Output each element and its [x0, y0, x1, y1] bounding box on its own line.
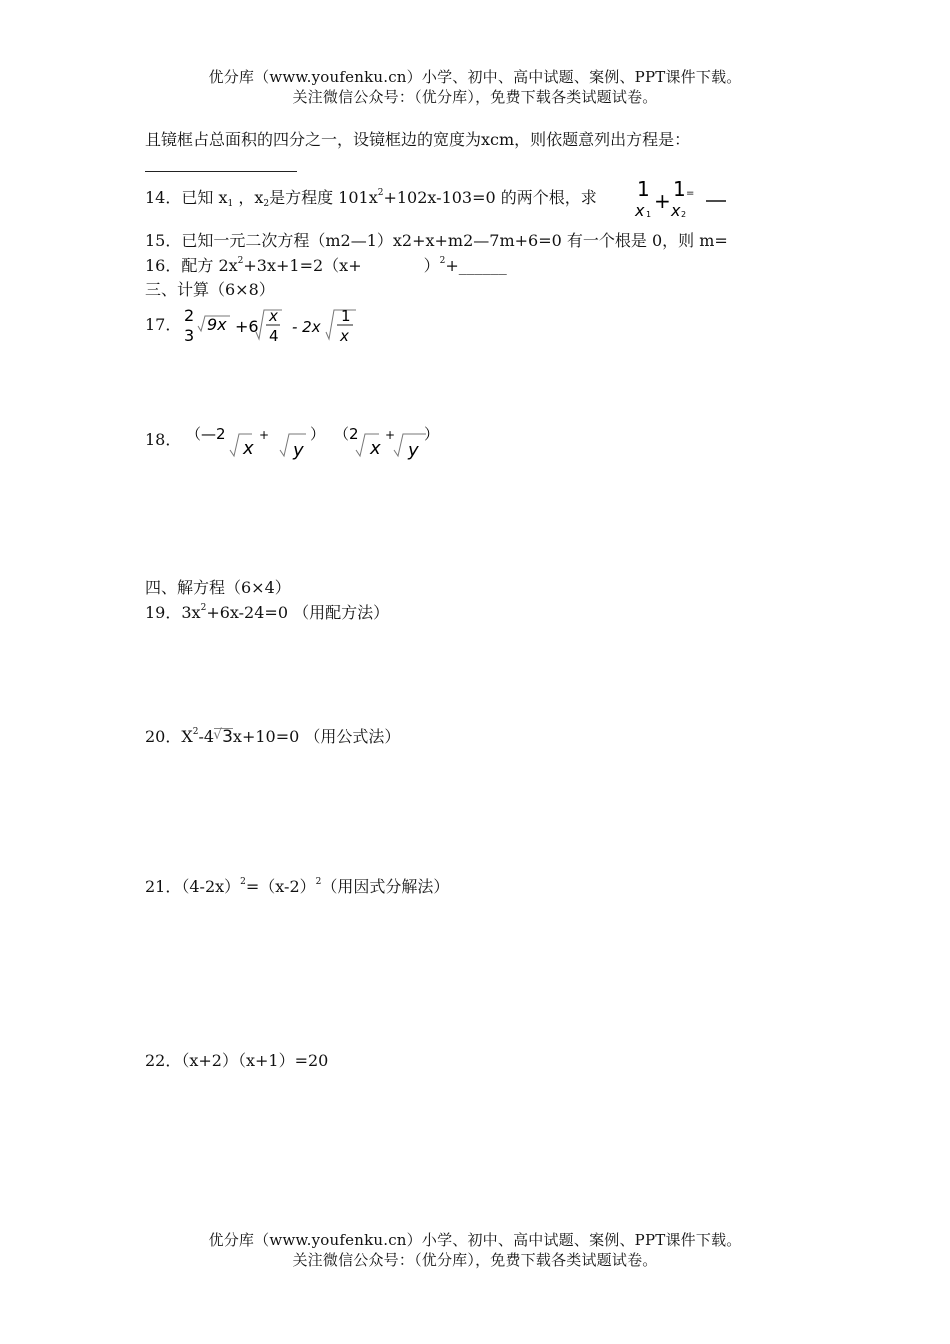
q17-plus6: +6: [235, 317, 259, 336]
q14-part-a: 14．已知 x: [145, 188, 228, 207]
question-22: 22．（x+2）（x+1）=20: [145, 1051, 329, 1070]
q21-part-a: 21．（4-2x）: [145, 877, 241, 896]
q20-part-c: x+10=0 （用公式法）: [232, 727, 401, 746]
q17-x-num: x: [269, 307, 278, 325]
q18-close1: ）: [310, 425, 326, 443]
question-14: [145, 185, 597, 209]
q20-rad-value: 3: [222, 727, 233, 747]
q19-part-a: 19．3x: [145, 603, 201, 622]
q18-y2: y: [408, 440, 419, 461]
question-17-label: 17．: [145, 315, 182, 334]
q14-part-b: ，x: [238, 188, 264, 207]
q14-part-d: +102x-103=0 的两个根，求: [383, 188, 597, 207]
q17-rad1: 9x: [207, 315, 227, 334]
q14-frac2-num: 1: [673, 177, 686, 201]
q20-radical: √ 3: [213, 727, 233, 747]
q17-one: 1: [341, 307, 351, 325]
header-line-1: 优分库（www.youfenku.cn）小学、初中、高中试题、案例、PPT课件下载。: [208, 68, 742, 86]
q14-sub-1: 1: [227, 199, 234, 209]
q20-part-b: -4: [198, 727, 215, 746]
q14-frac2-den: x: [671, 201, 681, 220]
q19-sup: 2: [200, 603, 207, 613]
q14-sup: 2: [377, 188, 384, 198]
question-20: [145, 724, 400, 747]
q17-minus2x: - 2x: [292, 318, 321, 336]
q14-fraction-expression: [630, 176, 730, 220]
q14-equals: =: [686, 188, 695, 199]
section-4-title: 四、解方程（6×4）: [145, 578, 291, 597]
section-3-title: 三、计算（6×8）: [145, 280, 275, 299]
question-15: 15．已知一元二次方程（m2—1）x2+x+m2—7m+6=0 有一个根是 0，则 m=: [145, 231, 728, 250]
q20-sup: 2: [192, 727, 199, 737]
q14-frac2-den-sub: 2: [681, 210, 687, 219]
question-13-text: 且镜框占总面积的四分之一，设镜框边的宽度为xcm，则依题意列出方程是：: [145, 130, 691, 149]
q17-four: 4: [269, 327, 279, 345]
q14-frac1-den-sub: 1: [646, 210, 652, 219]
question-16: [145, 253, 507, 276]
q18-expression: [186, 422, 456, 464]
question-19: [145, 600, 389, 623]
q21-sup-2: 2: [315, 877, 322, 887]
q16-part-d: +______: [445, 256, 507, 275]
q18-open2: （2: [334, 425, 359, 443]
q16-sup-2: 2: [439, 256, 446, 266]
header-line-2: 关注微信公众号：（优分库），免费下载各类试题试卷。: [292, 88, 658, 106]
q18-close2: ）: [424, 425, 440, 443]
q17-den: 3: [184, 326, 195, 345]
question-18-label: 18．: [145, 430, 182, 449]
q21-part-c: （用因式分解法）: [321, 877, 450, 896]
q16-sup: 2: [237, 256, 244, 266]
answer-blank-13: [145, 171, 297, 172]
q18-x2: x: [370, 438, 381, 459]
question-21: [145, 874, 449, 897]
q18-x: x: [243, 438, 254, 459]
footer-line-1: 优分库（www.youfenku.cn）小学、初中、高中试题、案例、PPT课件下载。: [208, 1231, 742, 1249]
footer-line-2: 关注微信公众号：（优分库），免费下载各类试题试卷。: [292, 1251, 658, 1269]
q21-part-b: =（x-2）: [245, 877, 316, 896]
q16-part-a: 16．配方 2x: [145, 256, 238, 275]
q17-x-den: x: [340, 327, 349, 345]
q18-plus: +: [259, 428, 270, 442]
q14-plus: +: [654, 189, 671, 213]
q14-frac1-den: x: [635, 201, 645, 220]
q17-expression: [178, 302, 368, 346]
q21-sup-1: 2: [240, 877, 246, 887]
q14-sub-2: 2: [263, 199, 270, 209]
q14-part-c: 是方程度 101x: [269, 188, 378, 207]
q16-part-b: +3x+1=2（x+: [243, 256, 362, 275]
q16-part-c: ）: [423, 256, 440, 275]
q18-open1: （—2: [186, 425, 226, 443]
q14-frac1-num: 1: [637, 177, 650, 201]
q18-plus2: +: [385, 428, 396, 442]
q19-part-b: +6x-24=0 （用配方法）: [206, 603, 390, 622]
q20-part-a: 20．X: [145, 727, 193, 746]
q18-y: y: [293, 440, 304, 461]
q17-num: 2: [184, 306, 195, 325]
